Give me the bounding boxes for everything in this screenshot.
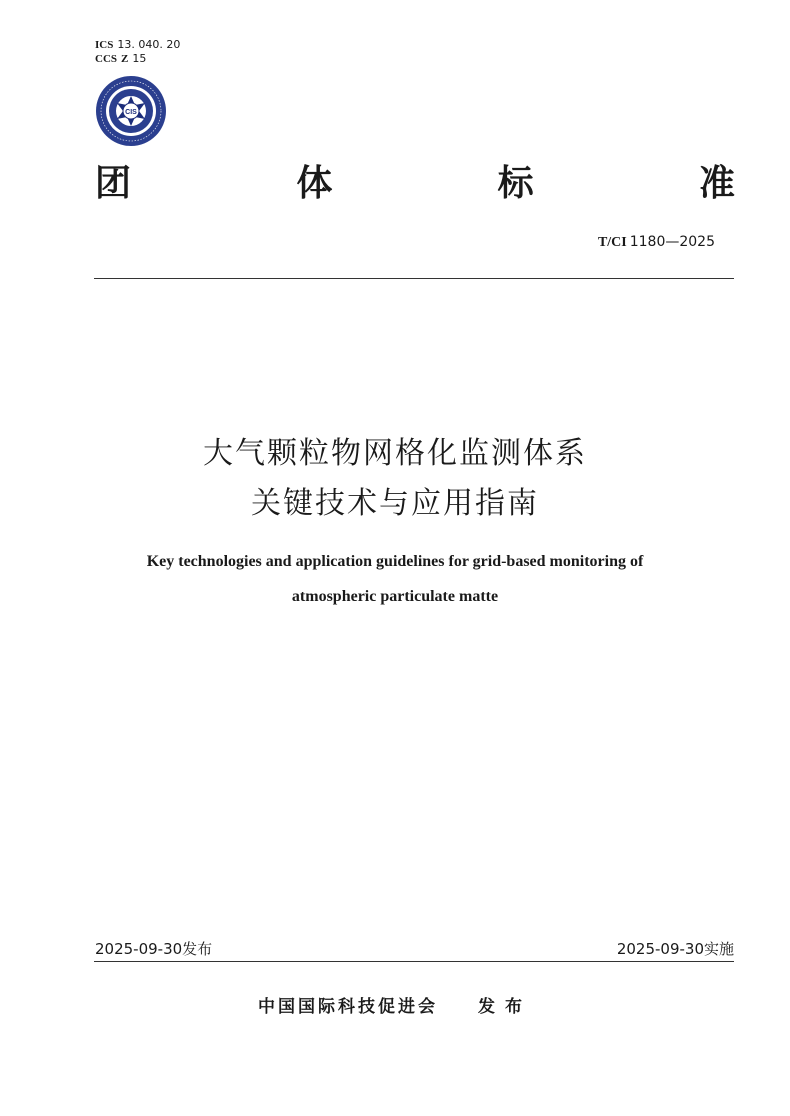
ccs-label: CCS [95,53,118,65]
standard-type-char: 准 [698,163,735,204]
standard-number-prefix: T/CI [597,235,627,250]
classification-codes [95,38,180,66]
ccs-value: 15 [132,52,147,65]
ccs-code [95,52,180,66]
title-cn-line1: 大气颗粒物网格化监测体系 [203,436,587,471]
ics-label: ICS [95,39,114,51]
issuer-org: 中国国际科技促进会 [258,997,438,1017]
standard-number [598,234,715,251]
implement-date: 2025-09-30实施 [616,940,734,958]
ccs-letter: Z [121,53,129,65]
standard-type [95,160,735,208]
issuer [0,992,790,1017]
ics-code [95,38,180,52]
standard-type-char: 团 [95,163,132,204]
standard-type-char: 体 [296,163,333,204]
logo-text: CIS [125,109,137,116]
ics-value: 13. 040. 20 [117,38,181,51]
issuer-action: 发布 [478,997,532,1017]
cis-seal-logo-icon [95,75,167,147]
publish-date: 2025-09-30发布 [95,940,213,958]
top-divider [94,278,734,279]
bottom-divider [94,961,734,962]
standard-type-char: 标 [497,163,534,204]
title-en-line1: Key technologies and application guidelines for grid-based monitoring of [146,553,644,570]
title-cn-line2: 关键技术与应用指南 [251,486,539,521]
title-en-line2: atmospheric particulate matte [291,588,499,605]
standard-number-value: 1180—2025 [629,234,715,250]
